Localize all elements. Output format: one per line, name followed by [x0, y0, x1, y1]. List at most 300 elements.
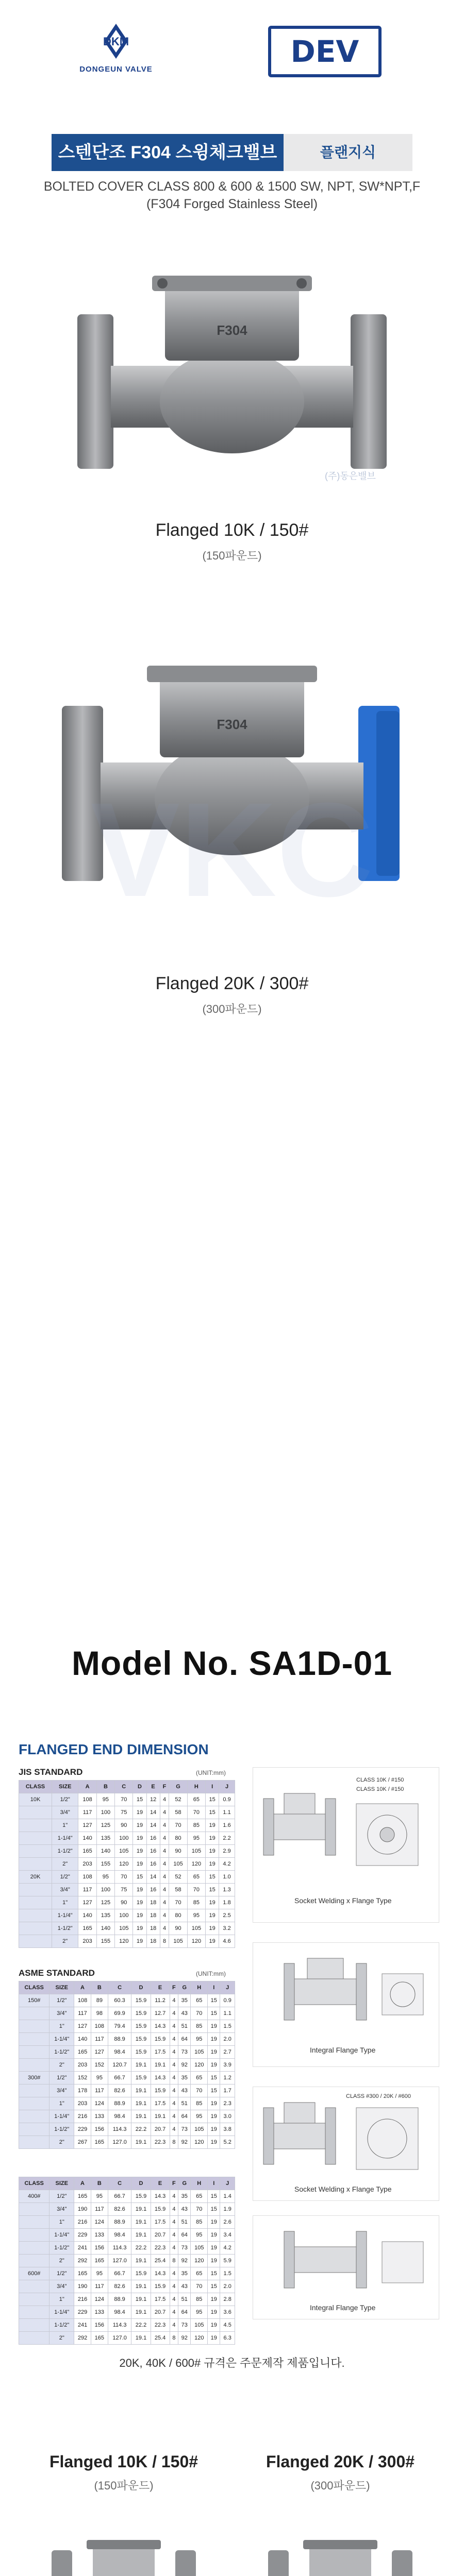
jis-cell: 1": [52, 1896, 78, 1909]
asme-cell: 3/4": [49, 2007, 74, 2020]
asme-cell: 229: [74, 2123, 91, 2136]
table-row: [19, 2136, 235, 2149]
jis-header-cell: D: [133, 1781, 146, 1793]
asme-cell: 17.5: [151, 2097, 170, 2110]
table-row: [19, 2203, 235, 2216]
asme-cell: 85: [191, 2097, 208, 2110]
asme-cell: 2.7: [220, 2046, 235, 2059]
other-header-cell: C: [108, 2177, 131, 2190]
table-row: [19, 2046, 235, 2059]
asme-cell: 15.9: [131, 1994, 151, 2007]
diagram-integral-10k: [253, 1942, 439, 2067]
asme-cell: 1": [49, 2097, 74, 2110]
other-cell: 156: [91, 2242, 108, 2255]
jis-cell: 14: [146, 1871, 160, 1884]
asme-cell: 19: [208, 2097, 220, 2110]
jis-cell: [19, 1806, 52, 1819]
other-cell: 8: [170, 2332, 178, 2345]
asme-cell: 4: [170, 2110, 178, 2123]
asme-cell: 156: [91, 2123, 108, 2136]
other-cell: 3.4: [220, 2229, 235, 2242]
table-row: [19, 2306, 235, 2319]
jis-cell: 95: [187, 1832, 205, 1845]
asme-cell: 19.1: [131, 2097, 151, 2110]
jis-cell: 15: [133, 1871, 146, 1884]
other-cell: 216: [74, 2216, 91, 2229]
asme-cell: 127.0: [108, 2136, 131, 2149]
other-cell: 165: [74, 2267, 91, 2280]
svg-text:F304: F304: [217, 717, 247, 732]
asme-cell: 108: [74, 1994, 91, 2007]
jis-cell: 58: [169, 1884, 187, 1896]
jis-cell: [19, 1922, 52, 1935]
asme-header-cell: SIZE: [49, 1981, 74, 1994]
table-row: [19, 2190, 235, 2203]
custom-order-note: 20K, 40K / 600# 규격은 주문제작 제품입니다.: [119, 2357, 345, 2369]
other-cell: 19: [208, 2293, 220, 2306]
jis-cell: 2.5: [219, 1909, 235, 1922]
other-cell: 117: [91, 2203, 108, 2216]
jis-cell: 20K: [19, 1871, 52, 1884]
other-cell: 65: [191, 2267, 208, 2280]
asme-cell: 51: [178, 2020, 191, 2033]
other-header-cell: CLASS: [19, 2177, 49, 2190]
asme-header-cell: CLASS: [19, 1981, 49, 1994]
other-cell: 85: [191, 2293, 208, 2306]
other-cell: 82.6: [108, 2280, 131, 2293]
dkm-logo-letters: DKM: [103, 35, 129, 48]
asme-table: [19, 1981, 235, 2149]
other-header-cell: D: [131, 2177, 151, 2190]
asme-unit: (UNIT:mm): [196, 1970, 226, 1977]
asme-cell: 1.7: [220, 2084, 235, 2097]
asme-cell: 1-1/4": [49, 2033, 74, 2046]
other-cell: [19, 2332, 49, 2345]
other-cell: 4: [170, 2306, 178, 2319]
asme-cell: 19.1: [131, 2110, 151, 2123]
jis-cell: 16: [146, 1858, 160, 1871]
other-cell: 6.3: [220, 2332, 235, 2345]
other-cell: 43: [178, 2203, 191, 2216]
jis-cell: 165: [78, 1922, 96, 1935]
other-cell: 1/2": [49, 2190, 74, 2203]
asme-cell: 108: [91, 2020, 108, 2033]
other-header-cell: G: [178, 2177, 191, 2190]
asme-cell: 79.4: [108, 2020, 131, 2033]
other-cell: 15: [208, 2267, 220, 2280]
product1-sub: (150파운드): [202, 549, 262, 562]
jis-cell: 140: [96, 1922, 114, 1935]
jis-cell: 3.2: [219, 1922, 235, 1935]
asme-cell: 95: [191, 2110, 208, 2123]
gallery-valve-side-view: [247, 2514, 433, 2576]
asme-header-cell: C: [108, 1981, 131, 1994]
asme-cell: 2": [49, 2136, 74, 2149]
diagram-socket-300: [253, 2087, 439, 2201]
other-cell: 19.1: [131, 2255, 151, 2267]
jis-cell: 95: [96, 1793, 114, 1806]
asme-header-cell: F: [170, 1981, 178, 1994]
asme-header-cell: J: [220, 1981, 235, 1994]
jis-cell: 19: [133, 1922, 146, 1935]
asme-cell: 1.2: [220, 2072, 235, 2084]
jis-cell: 140: [78, 1909, 96, 1922]
asme-cell: [19, 2123, 49, 2136]
jis-cell: [19, 1845, 52, 1858]
table-row: [19, 2123, 235, 2136]
other-cell: 1.5: [220, 2267, 235, 2280]
table-row: [19, 1832, 235, 1845]
asme-cell: 95: [191, 2033, 208, 2046]
jis-cell: 117: [78, 1806, 96, 1819]
other-header-cell: J: [220, 2177, 235, 2190]
asme-cell: 64: [178, 2033, 191, 2046]
asme-cell: 14.3: [151, 2020, 170, 2033]
jis-cell: [19, 1896, 52, 1909]
jis-header-cell: CLASS: [19, 1781, 52, 1793]
asme-cell: 152: [74, 2072, 91, 2084]
other-cell: 241: [74, 2319, 91, 2332]
other-cell: 3/4": [49, 2203, 74, 2216]
jis-cell: 10K: [19, 1793, 52, 1806]
asme-cell: 3.8: [220, 2123, 235, 2136]
table-row: [19, 1922, 235, 1935]
other-cell: 4.2: [220, 2242, 235, 2255]
other-cell: [19, 2319, 49, 2332]
dkm-logo-text: DONGEUN VALVE: [79, 65, 153, 74]
jis-cell: 18: [146, 1896, 160, 1909]
jis-header-cell: C: [115, 1781, 133, 1793]
jis-cell: 120: [115, 1858, 133, 1871]
other-cell: 292: [74, 2255, 91, 2267]
other-cell: 4: [170, 2203, 178, 2216]
other-cell: 190: [74, 2280, 91, 2293]
jis-cell: 203: [78, 1935, 96, 1948]
jis-cell: [19, 1819, 52, 1832]
other-cell: 51: [178, 2293, 191, 2306]
other-cell: 3.6: [220, 2306, 235, 2319]
table-row: [19, 1909, 235, 1922]
table-row: [19, 2033, 235, 2046]
table-row: [19, 2084, 235, 2097]
jis-cell: 52: [169, 1793, 187, 1806]
other-cell: 19: [208, 2229, 220, 2242]
jis-cell: 19: [133, 1909, 146, 1922]
asme-cell: 15.9: [131, 2020, 151, 2033]
jis-cell: 19: [206, 1896, 219, 1909]
other-cell: 66.7: [108, 2267, 131, 2280]
asme-cell: 127: [74, 2020, 91, 2033]
asme-cell: 65: [191, 1994, 208, 2007]
jis-cell: 4: [160, 1909, 169, 1922]
asme-cell: 19.1: [151, 2110, 170, 2123]
other-cell: 98.4: [108, 2306, 131, 2319]
table-row: [19, 2319, 235, 2332]
jis-cell: 203: [78, 1858, 96, 1871]
table-row: [19, 2072, 235, 2084]
asme-cell: 203: [74, 2097, 91, 2110]
other-cell: 114.3: [108, 2242, 131, 2255]
other-cell: 165: [74, 2190, 91, 2203]
other-cell: 19: [208, 2306, 220, 2319]
diag4-label: Integral Flange Type: [310, 2303, 376, 2312]
jis-cell: 165: [78, 1845, 96, 1858]
table-row: [19, 1884, 235, 1896]
jis-cell: 15: [206, 1871, 219, 1884]
asme-cell: 120.7: [108, 2059, 131, 2072]
jis-cell: 19: [206, 1922, 219, 1935]
jis-cell: 1.6: [219, 1819, 235, 1832]
jis-cell: 19: [206, 1819, 219, 1832]
product2-sub: (300파운드): [202, 1003, 262, 1015]
jis-cell: 85: [187, 1896, 205, 1909]
other-header-cell: SIZE: [49, 2177, 74, 2190]
asme-cell: 3.0: [220, 2110, 235, 2123]
other-cell: 3/4": [49, 2280, 74, 2293]
asme-cell: 15: [208, 1994, 220, 2007]
asme-cell: 98.4: [108, 2046, 131, 2059]
asme-cell: 105: [191, 2123, 208, 2136]
other-cell: 190: [74, 2203, 91, 2216]
jis-cell: 12: [146, 1793, 160, 1806]
jis-cell: 70: [169, 1819, 187, 1832]
jis-cell: 120: [115, 1935, 133, 1948]
jis-cell: 4: [160, 1793, 169, 1806]
other-header-cell: E: [151, 2177, 170, 2190]
jis-cell: 65: [187, 1793, 205, 1806]
other-cell: 117: [91, 2280, 108, 2293]
asme-header-cell: A: [74, 1981, 91, 1994]
jis-cell: 19: [133, 1819, 146, 1832]
connection-type: 플랜지식: [284, 134, 412, 171]
other-cell: 15.9: [131, 2267, 151, 2280]
asme-cell: 15: [208, 2072, 220, 2084]
jis-cell: 127: [78, 1819, 96, 1832]
jis-cell: 15: [206, 1806, 219, 1819]
asme-cell: 140: [74, 2033, 91, 2046]
other-cell: 229: [74, 2306, 91, 2319]
diag2-label: Integral Flange Type: [310, 2046, 376, 2054]
asme-cell: 1": [49, 2020, 74, 2033]
table-row: [19, 2280, 235, 2293]
diagram-socket-10k: [253, 1767, 439, 1923]
flanged-end-dimension-title: FLANGED END DIMENSION: [19, 1741, 209, 1757]
asme-header-cell: I: [208, 1981, 220, 1994]
jis-cell: 3/4": [52, 1806, 78, 1819]
jis-cell: 1-1/2": [52, 1845, 78, 1858]
asme-cell: 82.6: [108, 2084, 131, 2097]
jis-cell: 135: [96, 1832, 114, 1845]
other-cell: 156: [91, 2319, 108, 2332]
jis-cell: 108: [78, 1871, 96, 1884]
other-cell: 19.1: [131, 2280, 151, 2293]
jis-cell: 16: [146, 1832, 160, 1845]
other-header-cell: I: [208, 2177, 220, 2190]
other-cell: 85: [191, 2216, 208, 2229]
dkm-logo-mark: [88, 21, 144, 62]
other-cell: 124: [91, 2216, 108, 2229]
jis-cell: 135: [96, 1909, 114, 1922]
jis-cell: 2": [52, 1858, 78, 1871]
other-cell: 25.4: [151, 2332, 170, 2345]
other-cell: 4: [170, 2319, 178, 2332]
jis-cell: [19, 1935, 52, 1948]
asme-cell: 22.3: [151, 2136, 170, 2149]
asme-cell: 152: [91, 2059, 108, 2072]
other-cell: 127.0: [108, 2332, 131, 2345]
other-cell: 19: [208, 2216, 220, 2229]
asme-cell: 203: [74, 2059, 91, 2072]
other-cell: 1": [49, 2293, 74, 2306]
other-cell: 35: [178, 2267, 191, 2280]
diagram-integral-300: [253, 2215, 439, 2319]
other-cell: 14.3: [151, 2267, 170, 2280]
other-cell: 25.4: [151, 2255, 170, 2267]
subtitle: [0, 178, 464, 213]
jis-cell: 1.3: [219, 1884, 235, 1896]
asme-cell: 4: [170, 2059, 178, 2072]
asme-cell: 117: [91, 2084, 108, 2097]
asme-cell: [19, 2097, 49, 2110]
diag3-class: CLASS #300 / 20K / #600: [346, 2093, 411, 2099]
jis-cell: 19: [133, 1884, 146, 1896]
asme-standard-label: ASME STANDARD: [19, 1968, 95, 1978]
other-header-cell: A: [74, 2177, 91, 2190]
jis-cell: 70: [187, 1884, 205, 1896]
jis-cell: 70: [187, 1806, 205, 1819]
asme-cell: 4: [170, 2072, 178, 2084]
jis-cell: 1.8: [219, 1896, 235, 1909]
asme-cell: 20.7: [151, 2123, 170, 2136]
jis-cell: 18: [146, 1922, 160, 1935]
jis-header-cell: B: [96, 1781, 114, 1793]
other-cell: 64: [178, 2306, 191, 2319]
asme-cell: 165: [91, 2136, 108, 2149]
asme-cell: 15: [208, 2007, 220, 2020]
other-cell: 15.9: [151, 2203, 170, 2216]
jis-cell: 105: [169, 1858, 187, 1871]
jis-cell: 15: [206, 1793, 219, 1806]
other-cell: 4.5: [220, 2319, 235, 2332]
valve-image-10k: [21, 237, 443, 505]
other-cell: 15: [208, 2190, 220, 2203]
other-cell: 241: [74, 2242, 91, 2255]
jis-cell: 19: [133, 1858, 146, 1871]
asme-cell: 8: [170, 2136, 178, 2149]
other-cell: 4: [170, 2267, 178, 2280]
jis-cell: 155: [96, 1858, 114, 1871]
other-cell: 22.3: [151, 2242, 170, 2255]
jis-header-cell: E: [146, 1781, 160, 1793]
other-cell: 22.2: [131, 2319, 151, 2332]
jis-cell: 4: [160, 1806, 169, 1819]
other-cell: 4: [170, 2242, 178, 2255]
other-cell: 88.9: [108, 2293, 131, 2306]
asme-cell: 35: [178, 1994, 191, 2007]
model-number: Model No. SA1D-01: [71, 1644, 393, 1682]
asme-cell: 2.3: [220, 2097, 235, 2110]
asme-cell: 19: [208, 2136, 220, 2149]
asme-cell: [19, 2110, 49, 2123]
asme-header-cell: B: [91, 1981, 108, 1994]
other-cell: 114.3: [108, 2319, 131, 2332]
jis-cell: 19: [206, 1935, 219, 1948]
asme-cell: 69.9: [108, 2007, 131, 2020]
jis-cell: 8: [160, 1935, 169, 1948]
other-cell: 165: [91, 2255, 108, 2267]
jis-cell: 0.9: [219, 1793, 235, 1806]
dkm-logo: [57, 21, 170, 82]
other-cell: 4: [170, 2190, 178, 2203]
asme-cell: 15.9: [131, 2007, 151, 2020]
asme-cell: 19: [208, 2020, 220, 2033]
asme-cell: 117: [74, 2007, 91, 2020]
asme-cell: 70: [191, 2007, 208, 2020]
jis-cell: 16: [146, 1884, 160, 1896]
other-cell: 19: [208, 2255, 220, 2267]
table-row: [19, 1935, 235, 1948]
jis-cell: 14: [146, 1806, 160, 1819]
other-cell: 35: [178, 2190, 191, 2203]
jis-cell: 120: [187, 1858, 205, 1871]
asme-cell: 4: [170, 2084, 178, 2097]
other-cell: 120: [191, 2332, 208, 2345]
asme-cell: 1-1/4": [49, 2110, 74, 2123]
svg-text:F304: F304: [217, 323, 247, 338]
table-row: [19, 2020, 235, 2033]
jis-cell: 19: [133, 1845, 146, 1858]
asme-cell: 124: [91, 2097, 108, 2110]
asme-cell: 15.9: [151, 2033, 170, 2046]
jis-cell: 15: [133, 1793, 146, 1806]
jis-cell: 1-1/4": [52, 1909, 78, 1922]
other-cell: 1.9: [220, 2203, 235, 2216]
table-row: [19, 2110, 235, 2123]
other-cell: 1.4: [220, 2190, 235, 2203]
jis-cell: 125: [96, 1819, 114, 1832]
asme-cell: 3.9: [220, 2059, 235, 2072]
asme-cell: 19.1: [131, 2136, 151, 2149]
other-cell: 17.5: [151, 2216, 170, 2229]
other-cell: 105: [191, 2242, 208, 2255]
asme-header-cell: H: [191, 1981, 208, 1994]
jis-header-cell: F: [160, 1781, 169, 1793]
jis-cell: 105: [187, 1922, 205, 1935]
asme-cell: 1/2": [49, 2072, 74, 2084]
gallery-left-sub: (150파운드): [94, 2479, 154, 2492]
asme-cell: 0.9: [220, 1994, 235, 2007]
asme-cell: [19, 2084, 49, 2097]
jis-cell: 4: [160, 1884, 169, 1896]
table-row: [19, 2267, 235, 2280]
jis-unit: (UNIT:mm): [196, 1769, 226, 1776]
diag1-class: CLASS 10K / #150: [356, 1777, 404, 1783]
asme-cell: [19, 2136, 49, 2149]
gallery-left-title: Flanged 10K / 150#: [49, 2452, 198, 2471]
asme-cell: 19.1: [151, 2059, 170, 2072]
table-row: [19, 2097, 235, 2110]
jis-cell: 65: [187, 1871, 205, 1884]
other-cell: 1-1/4": [49, 2306, 74, 2319]
asme-cell: 65: [191, 2072, 208, 2084]
jis-cell: 19: [133, 1832, 146, 1845]
product-photo-1: [21, 237, 443, 505]
other-cell: 43: [178, 2280, 191, 2293]
table-row: [19, 1871, 235, 1884]
dev-logo: DEV: [268, 26, 382, 77]
product-title: 스텐단조 F304 스윙체크밸브: [52, 134, 284, 171]
other-cell: 19.1: [131, 2203, 151, 2216]
